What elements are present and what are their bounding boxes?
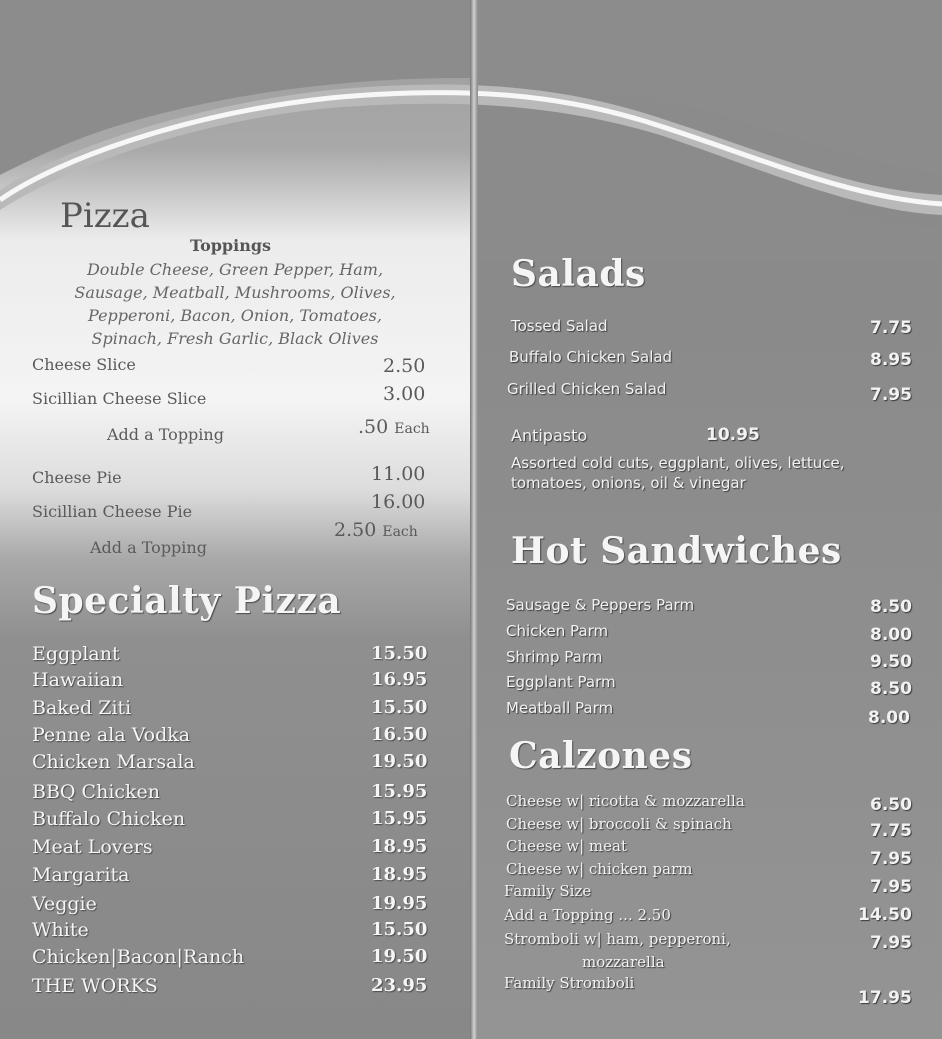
calzone-item: Cheese w| broccoli & spinach [506, 815, 732, 833]
specialty-item-price: 19.50 [371, 946, 428, 967]
sandwich-item-name: Shrimp Parm [506, 648, 603, 666]
pizza-heading: Pizza [60, 196, 150, 236]
calzone-price: 7.75 [870, 821, 912, 841]
sandwich-item-price: 8.00 [868, 708, 910, 728]
specialty-item-name: Baked Ziti [32, 697, 132, 719]
toppings-line: Pepperoni, Bacon, Onion, Tomatoes, [88, 306, 382, 325]
pizza-item-name: Cheese Pie [32, 468, 122, 487]
pizza-item-price [334, 519, 418, 541]
calzone-item: Family Stromboli [504, 974, 635, 992]
price-unit: Each [394, 421, 430, 437]
toppings-line: Double Cheese, Green Pepper, Ham, [86, 260, 384, 279]
pizza-item-name: Sicillian Cheese Pie [32, 502, 193, 521]
specialty-item-name: White [32, 919, 89, 941]
specialty-item-name: BBQ Chicken [32, 781, 161, 803]
toppings-line: Sausage, Meatball, Mushrooms, Olives, [74, 283, 396, 302]
specialty-item-price: 15.95 [371, 808, 428, 829]
antipasto-description-line: Assorted cold cuts, eggplant, olives, lettuce, [511, 454, 845, 472]
toppings-heading: Toppings [190, 236, 272, 255]
sandwich-item-name: Meatball Parm [506, 699, 614, 717]
pizza-item-name: Add a Topping [90, 538, 207, 557]
salad-item-price: 8.95 [870, 350, 912, 370]
pizza-item-price: 16.00 [371, 491, 426, 513]
page-fold [470, 0, 478, 1039]
specialty-item-price: 18.95 [371, 836, 428, 857]
calzone-item: mozzarella [582, 953, 665, 971]
calzone-item: Add a Topping ... 2.50 [504, 906, 671, 924]
specialty-item-name: Buffalo Chicken [32, 808, 186, 830]
calzone-price: 7.95 [870, 933, 912, 953]
specialty-item-price: 18.95 [371, 864, 428, 885]
sandwich-item-price: 8.00 [870, 625, 912, 645]
sandwich-item-price: 9.50 [870, 652, 912, 672]
antipasto-description-line: tomatoes, onions, oil & vinegar [511, 474, 746, 492]
pizza-item-price: 11.00 [371, 463, 426, 485]
sandwich-item-name: Sausage & Peppers Parm [506, 596, 695, 614]
salad-item-name: Grilled Chicken Salad [507, 380, 667, 398]
toppings-list [40, 258, 430, 350]
price-value: 2.50 [334, 519, 377, 541]
calzone-item: Family Size [504, 882, 592, 900]
calzone-item: Cheese w| meat [506, 837, 627, 855]
salad-item-name: Tossed Salad [511, 317, 608, 335]
specialty-item-name: Penne ala Vodka [32, 724, 191, 746]
calzone-item: Cheese w| ricotta & mozzarella [506, 792, 745, 810]
specialty-item-price: 19.50 [371, 751, 428, 772]
calzone-price: 7.95 [870, 849, 912, 869]
price-unit: Each [382, 524, 418, 540]
calzone-price: 6.50 [870, 795, 912, 815]
sandwich-item-name: Eggplant Parm [506, 673, 616, 691]
pizza-item-price: 3.00 [383, 383, 426, 405]
pizza-item-name: Add a Topping [107, 425, 224, 444]
specialty-item-name: Chicken|Bacon|Ranch [32, 946, 245, 968]
price-value: .50 [358, 416, 389, 438]
specialty-item-price: 15.50 [371, 643, 428, 664]
salad-item-price: 7.95 [870, 385, 912, 405]
sandwich-item-price: 8.50 [870, 679, 912, 699]
specialty-item-name: THE WORKS [32, 975, 158, 997]
specialty-item-name: Veggie [32, 893, 97, 915]
specialty-item-name: Hawaiian [32, 669, 124, 691]
antipasto-description [511, 453, 936, 493]
specialty-item-price: 23.95 [371, 975, 428, 996]
specialty-item-price: 16.50 [371, 724, 428, 745]
specialty-item-name: Eggplant [32, 643, 120, 665]
calzone-price: 17.95 [858, 988, 912, 1008]
calzone-item: Stromboli w| ham, pepperoni, [504, 930, 731, 948]
specialty-pizza-heading: Specialty Pizza [32, 580, 342, 622]
antipasto-name: Antipasto [511, 426, 588, 445]
toppings-line: Spinach, Fresh Garlic, Black Olives [91, 329, 379, 348]
pizza-item-price: 2.50 [383, 355, 426, 377]
pizza-item-price [358, 416, 430, 438]
sandwich-item-name: Chicken Parm [506, 622, 609, 640]
specialty-item-name: Chicken Marsala [32, 751, 195, 773]
specialty-item-price: 15.95 [371, 781, 428, 802]
antipasto-price: 10.95 [706, 425, 760, 445]
pizza-item-name: Sicillian Cheese Slice [32, 389, 207, 408]
calzones-heading: Calzones [509, 735, 693, 777]
calzone-price: 14.50 [858, 905, 912, 925]
salad-item-name: Buffalo Chicken Salad [509, 348, 673, 366]
specialty-item-price: 15.50 [371, 697, 428, 718]
specialty-item-price: 16.95 [371, 669, 428, 690]
specialty-item-price: 19.95 [371, 893, 428, 914]
calzone-item: Cheese w| chicken parm [506, 860, 693, 878]
calzone-price: 7.95 [870, 877, 912, 897]
salad-item-price: 7.75 [870, 318, 912, 338]
pizza-item-name: Cheese Slice [32, 355, 136, 374]
sandwich-item-price: 8.50 [870, 597, 912, 617]
specialty-item-name: Meat Lovers [32, 836, 153, 858]
salads-heading: Salads [511, 253, 646, 295]
specialty-item-name: Margarita [32, 864, 130, 886]
hot-sandwiches-heading: Hot Sandwiches [511, 530, 842, 572]
specialty-item-price: 15.50 [371, 919, 428, 940]
